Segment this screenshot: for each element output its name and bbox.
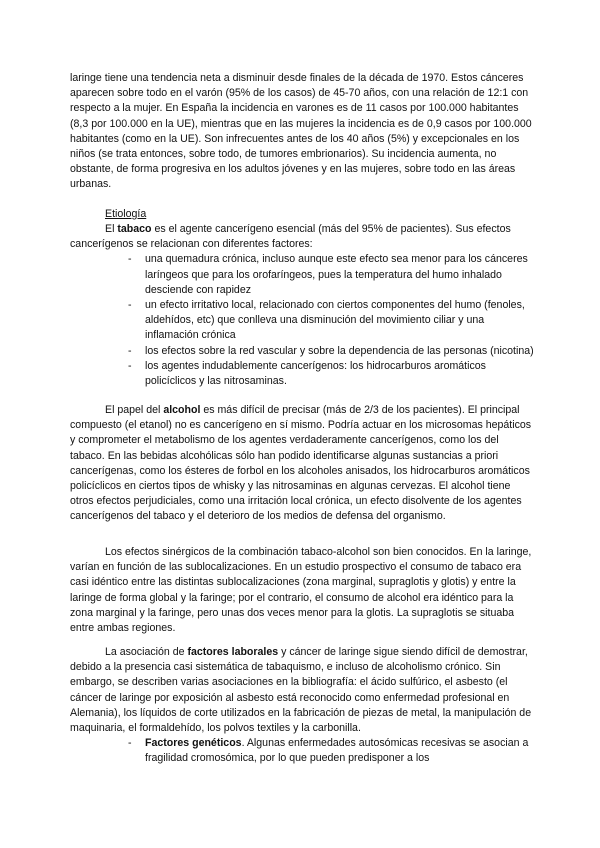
tabaco-section — [70, 222, 534, 389]
geneticos-post: . Algunas enfermedades autosómicas recesivas se asocian a fragilidad cromosómica, por lo que pueden predisponer a los — [145, 737, 529, 765]
laborales-paragraph — [70, 645, 534, 736]
intro-paragraph-block — [70, 71, 534, 193]
tabaco-pre: El — [105, 223, 118, 235]
list-item-text: los agentes indudablemente cancerígenos: los hidrocarburos aromáticos policíclicos y las nitrosaminas. — [145, 359, 486, 388]
tabaco-paragraph — [70, 222, 534, 252]
geneticos-list — [70, 736, 534, 766]
list-item — [70, 344, 534, 359]
sinergicos-section — [70, 545, 534, 636]
alcohol-pre: El papel del — [105, 404, 164, 416]
list-item-text: un efecto irritativo local, relacionado con ciertos componentes del humo (fenoles, aldehídos, etc) que conlleva una disminución del movimiento ciliar y una inflamación crónica — [145, 299, 525, 342]
laborales-pre: La asociación de — [105, 646, 188, 658]
list-item — [70, 298, 534, 344]
list-item — [70, 736, 534, 766]
tabaco-post: es el agente cancerígeno esencial (más del 95% de pacientes). Sus efectos cancerígenos se relacionan con diferentes factores: — [70, 223, 511, 251]
dash-bullet: - — [128, 253, 132, 266]
laborales-section — [70, 645, 534, 767]
list-item — [70, 252, 534, 298]
dash-bullet: - — [128, 737, 132, 750]
etiologia-heading: Etiología — [105, 208, 147, 220]
alcohol-paragraph — [70, 403, 534, 525]
tabaco-bold: tabaco — [117, 223, 152, 235]
list-item-text: una quemadura crónica, incluso aunque este efecto sea menor para los cánceres laríngeos que para los orofaríngeos, pues la temperatura del humo inhalado desciende con rapidez — [145, 253, 528, 296]
intro-paragraph: laringe tiene una tendencia neta a disminuir desde finales de la década de 1970. Estos cánceres aparecen sobre todo en el varón (95% de los casos) de 45-70 años, con una relación de 12:1 con respecto a la mujer. En España la incidencia en varones es de 11 casos por 100.000 habitantes (8,3 por 100.000 en la UE), mientras que en las mujeres la incidencia es de 0,9 casos por 100.000 habitantes (como en la UE). Son infrecuentes antes de los 40 años (5%) y excepcionales en los niños (se trata entonces, sobre todo, de tumores embrionarios). Su incidencia aumenta, no obstante, de forma progresiva en los adultos jóvenes y en las mujeres, sobre todo en las áreas urbanas. — [70, 72, 532, 191]
laborales-bold: factores laborales — [187, 646, 279, 658]
dash-bullet: - — [128, 344, 132, 357]
sinergicos-paragraph: Los efectos sinérgicos de la combinación tabaco-alcohol son bien conocidos. En la laringe, varían en función de las sublocalizaciones. En un estudio prospectivo el consumo de tabaco era casi idéntico entre las distintas sublocalizaciones (zona marginal, supraglotis y glotis) y entre la laringe de forma global y la faringe; por el contrario, el consumo de alcohol era idéntico para la zona marginal y la faringe, pero unas dos veces menor para la glotis. La supraglotis se situaba entre ambas regiones. — [70, 546, 532, 635]
geneticos-bold: Factores genéticos — [145, 737, 242, 750]
alcohol-post: es más difícil de precisar (más de 2/3 de los pacientes). El principal compuesto (el etanol) no es cancerígeno en sí mismo. Podría actuar en los microsomas hepáticos y comprometer el metabolismo de los agentes verdaderamente cancerígenos, como los del tabaco. En las bebidas alcohólicas sólo han podido identificarse algunas sustancias a priori cancerígenas, como los ésteres de forbol en los alcoholes anisados, los hidrocarburos aromáticos policíclicos en ciertos tipos de whisky y las nitrosaminas en algunas cervezas. El alcohol tiene otros efectos perjudiciales, como una irritación local crónica, un efecto disolvente de los agentes cancerígenos del tabaco y el deterioro de los medios de defensa del organismo. — [70, 404, 532, 523]
alcohol-section — [70, 403, 534, 525]
dash-bullet: - — [128, 299, 132, 312]
dash-bullet: - — [128, 359, 132, 372]
alcohol-bold: alcohol — [163, 404, 201, 416]
tabaco-factor-list — [70, 252, 534, 389]
list-item-text — [145, 736, 534, 766]
list-item — [70, 359, 534, 389]
list-item-text: los efectos sobre la red vascular y sobre la dependencia de las personas (nicotina) — [145, 344, 534, 357]
laborales-post: y cáncer de laringe sigue siendo difícil de demostrar, debido a la presencia casi sistemática de tabaquismo, e incluso de alcoholismo crónico. Sin embargo, se describen varias asociaciones en la bibliografía: el ácido sulfúrico, el asbesto (el cáncer de laringe por exposición al asbesto está reconocido como enfermedad profesional en Alemania), los líquidos de corte utilizados en la fabricación de piezas de metal, la manipulación de maquinaria, el formaldehído, los polvos textiles y la carbonilla. — [70, 646, 532, 735]
